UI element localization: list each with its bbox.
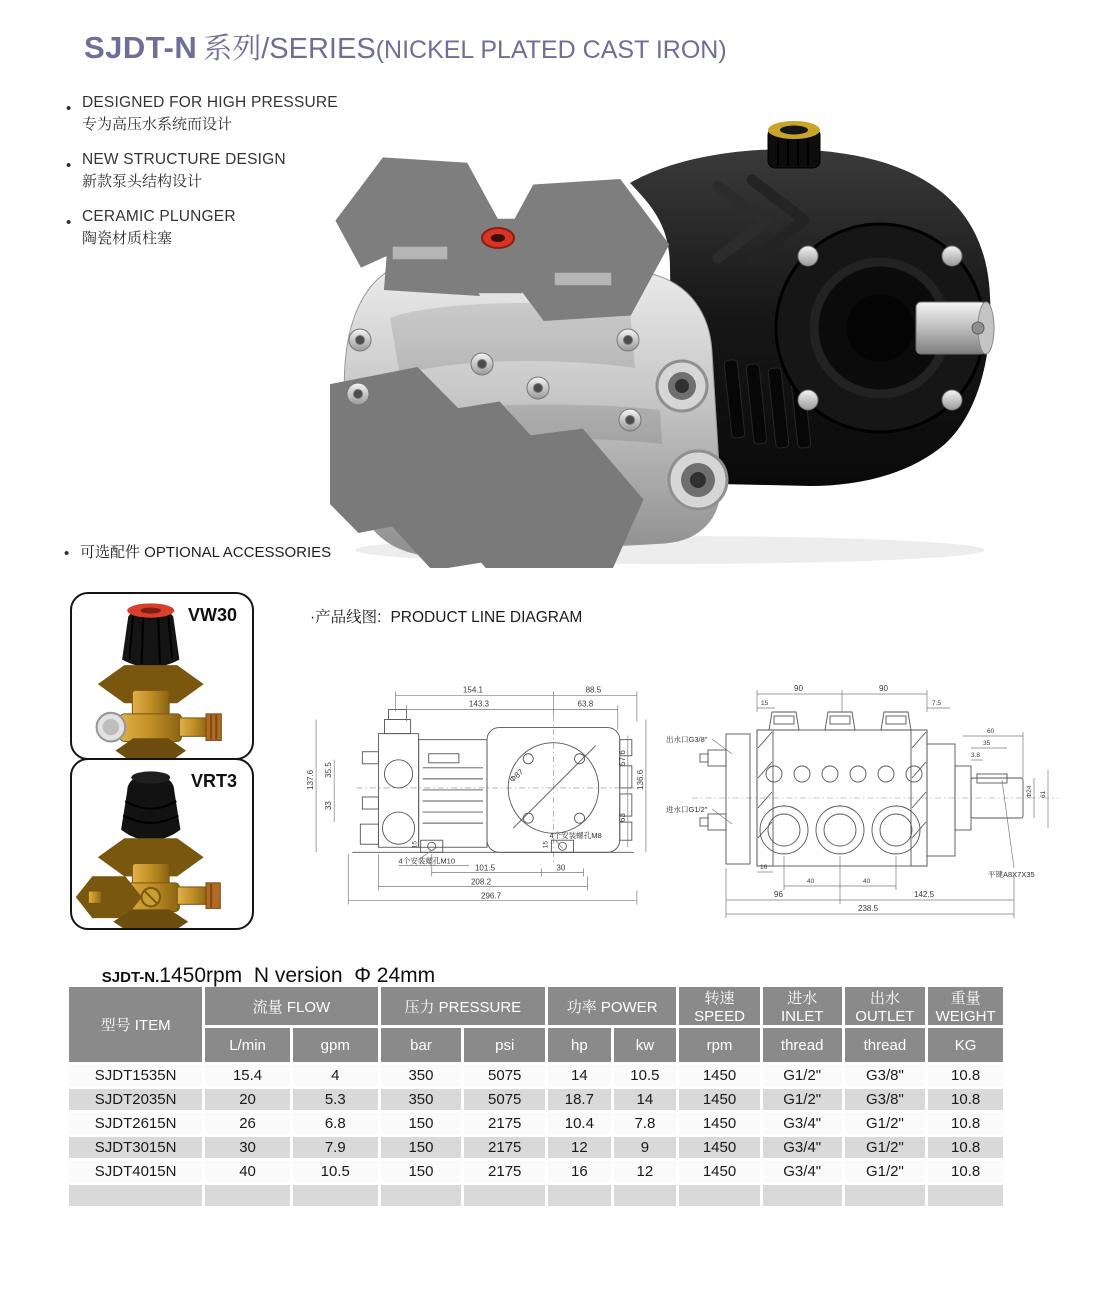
table-row: [69, 1065, 1003, 1086]
col-inlet: 进水 INLET: [763, 987, 842, 1025]
svg-text:30: 30: [556, 863, 566, 873]
cell-gpm: 6.8: [293, 1113, 378, 1134]
svg-text:40: 40: [863, 878, 871, 885]
cell-item: SJDT2035N: [69, 1089, 202, 1110]
svg-text:Φ87: Φ87: [507, 767, 526, 785]
cell-outlet: G1/2": [845, 1161, 926, 1182]
svg-text:35.5: 35.5: [324, 762, 334, 778]
pump-photo-svg: [330, 88, 1010, 568]
header-row-groups: [69, 987, 1003, 1025]
col-speed: 转速 SPEED: [679, 987, 760, 1025]
cell-bar: 350: [381, 1065, 462, 1086]
col-psi: psi: [464, 1028, 545, 1062]
pump-product-photo: [330, 88, 1010, 568]
cell-bar: 150: [381, 1113, 462, 1134]
drive-shaft: [916, 302, 994, 354]
col-hp: hp: [548, 1028, 611, 1062]
cell-kg: 10.8: [928, 1065, 1003, 1086]
col-kw: kw: [614, 1028, 677, 1062]
front-view-diagram: [662, 678, 1066, 924]
svg-text:238.5: 238.5: [858, 904, 879, 913]
cell-hp: 14: [548, 1065, 611, 1086]
product-line-heading: [310, 605, 582, 627]
bottom-hex-plugs: [348, 416, 586, 544]
cell-item: SJDT4015N: [69, 1161, 202, 1182]
cell-outlet: G1/2": [845, 1137, 926, 1158]
cell-gpm: 7.9: [293, 1137, 378, 1158]
feature-en: DESIGNED FOR HIGH PRESSURE: [82, 94, 338, 111]
bullet-icon: •: [66, 100, 72, 117]
cell-lmin: 15.4: [205, 1065, 290, 1086]
svg-text:208.2: 208.2: [470, 877, 492, 887]
col-flow: 流量 FLOW: [205, 987, 377, 1025]
cell-item: SJDT1535N: [69, 1065, 202, 1086]
svg-text:142.5: 142.5: [914, 890, 935, 899]
cell-gpm: 5.3: [293, 1089, 378, 1110]
cell-kg: 10.8: [928, 1089, 1003, 1110]
svg-text:7.5: 7.5: [932, 700, 942, 707]
svg-text:154.1: 154.1: [462, 685, 484, 695]
col-rpm: rpm: [679, 1028, 760, 1062]
front-view-svg: [662, 678, 1066, 924]
spec-title-model: SJDT-N.: [101, 969, 160, 986]
cell-hp: 10.4: [548, 1113, 611, 1134]
cell-lmin: 26: [205, 1113, 290, 1134]
title-series: 系列/SERIES: [203, 33, 376, 65]
front-view-dimensions: [666, 684, 1048, 918]
cell-bar: 150: [381, 1137, 462, 1158]
spec-data-table: [66, 984, 1006, 1209]
svg-text:136.6: 136.6: [635, 769, 645, 790]
svg-text:Φ24: Φ24: [1026, 785, 1033, 798]
cell-kw: 14: [614, 1089, 677, 1110]
table-row: [69, 1089, 1003, 1110]
cell-outlet: G3/8": [845, 1065, 926, 1086]
feature-en: NEW STRUCTURE DESIGN: [82, 151, 286, 168]
cell-inlet: G3/4": [763, 1113, 842, 1134]
table-row: [69, 1113, 1003, 1134]
feature-zh: 专为高压水系统而设计: [82, 116, 233, 133]
svg-text:40: 40: [807, 878, 815, 885]
cell-psi: 2175: [464, 1137, 545, 1158]
svg-text:4个安装螺孔M10: 4个安装螺孔M10: [398, 856, 456, 866]
header-row-units: [69, 1028, 1003, 1062]
col-kg: KG: [928, 1028, 1003, 1062]
accessories-heading-text: 可选配件 OPTIONAL ACCESSORIES: [80, 544, 332, 561]
side-view-dimensions: [306, 685, 646, 904]
cell-lmin: 30: [205, 1137, 290, 1158]
red-port-fitting: [476, 228, 520, 273]
product-line-heading-zh: ·产品线图:: [310, 609, 382, 626]
cell-hp: 12: [548, 1137, 611, 1158]
cell-item: SJDT2615N: [69, 1113, 202, 1134]
table-row: [69, 1137, 1003, 1158]
col-outlet: 出水 OUTLET: [845, 987, 926, 1025]
svg-text:15: 15: [542, 841, 550, 849]
feature-zh: 陶瓷材质柱塞: [82, 230, 173, 247]
spec-table: [66, 984, 1006, 1209]
svg-text:63: 63: [617, 813, 627, 823]
svg-text:15: 15: [761, 700, 769, 707]
svg-text:296.7: 296.7: [481, 891, 502, 901]
col-weight: 重量 WEIGHT: [928, 987, 1003, 1025]
cell-rpm: 1450: [679, 1137, 760, 1158]
svg-text:平键A8X7X35: 平键A8X7X35: [988, 870, 1035, 879]
cell-inlet: G1/2": [763, 1089, 842, 1110]
svg-text:进水口G1/2": 进水口G1/2": [666, 805, 708, 814]
cell-psi: 2175: [464, 1161, 545, 1182]
svg-text:60: 60: [987, 728, 995, 735]
cell-psi: 5075: [464, 1089, 545, 1110]
svg-text:96: 96: [774, 890, 783, 899]
cell-rpm: 1450: [679, 1113, 760, 1134]
bullet-icon: •: [66, 214, 72, 231]
table-row-empty: [69, 1185, 1003, 1206]
title-material: (NICKEL PLATED CAST IRON): [375, 36, 727, 64]
accessory-label-vrt3: VRT3: [190, 771, 237, 791]
svg-text:90: 90: [879, 684, 888, 693]
cell-bar: 350: [381, 1089, 462, 1110]
cell-rpm: 1450: [679, 1089, 760, 1110]
page-title: [84, 26, 727, 67]
col-lmin: L/min: [205, 1028, 290, 1062]
cell-item: SJDT3015N: [69, 1137, 202, 1158]
svg-text:4个安装螺孔M8: 4个安装螺孔M8: [549, 831, 602, 841]
col-pressure: 压力 PRESSURE: [381, 987, 545, 1025]
accessory-card-vw30: [70, 592, 254, 760]
svg-text:88.5: 88.5: [585, 685, 602, 695]
cell-gpm: 4: [293, 1065, 378, 1086]
cell-hp: 18.7: [548, 1089, 611, 1110]
cell-inlet: G3/4": [763, 1137, 842, 1158]
cell-gpm: 10.5: [293, 1161, 378, 1182]
cell-rpm: 1450: [679, 1161, 760, 1182]
cell-psi: 5075: [464, 1065, 545, 1086]
col-outlet-thread: thread: [845, 1028, 926, 1062]
accessories-heading: [64, 541, 331, 562]
title-model: SJDT-N: [84, 30, 198, 65]
cell-psi: 2175: [464, 1113, 545, 1134]
accessory-card-vrt3: [70, 758, 254, 930]
side-view-diagram: [300, 680, 662, 922]
cell-rpm: 1450: [679, 1065, 760, 1086]
accessory-label-vw30: VW30: [187, 605, 237, 625]
cell-hp: 16: [548, 1161, 611, 1182]
cell-kw: 9: [614, 1137, 677, 1158]
cell-kg: 10.8: [928, 1137, 1003, 1158]
cell-kw: 7.8: [614, 1113, 677, 1134]
front-view-outline: [700, 712, 1023, 866]
cell-outlet: G1/2": [845, 1113, 926, 1134]
cell-kw: 10.5: [614, 1065, 677, 1086]
col-inlet-thread: thread: [763, 1028, 842, 1062]
svg-text:143.3: 143.3: [468, 699, 490, 709]
svg-text:101.5: 101.5: [474, 863, 496, 873]
feature-en: CERAMIC PLUNGER: [82, 208, 236, 225]
svg-text:16: 16: [760, 864, 768, 871]
svg-text:90: 90: [794, 684, 803, 693]
col-gpm: gpm: [293, 1028, 378, 1062]
svg-text:35: 35: [983, 740, 991, 747]
svg-text:出水口G3/8": 出水口G3/8": [666, 735, 708, 744]
bullet-icon: •: [66, 157, 72, 174]
col-item: 型号 ITEM: [69, 987, 202, 1062]
cell-kw: 12: [614, 1161, 677, 1182]
svg-text:137.6: 137.6: [306, 769, 316, 790]
svg-text:63.8: 63.8: [577, 699, 594, 709]
cell-bar: 150: [381, 1161, 462, 1182]
cell-kg: 10.8: [928, 1161, 1003, 1182]
product-line-heading-en: PRODUCT LINE DIAGRAM: [390, 609, 583, 626]
cell-kg: 10.8: [928, 1113, 1003, 1134]
svg-text:3.8: 3.8: [971, 752, 981, 759]
cell-lmin: 40: [205, 1161, 290, 1182]
svg-text:33: 33: [324, 801, 334, 811]
cell-lmin: 20: [205, 1089, 290, 1110]
svg-text:61: 61: [1040, 790, 1047, 798]
svg-text:57.6: 57.6: [617, 750, 627, 766]
col-bar: bar: [381, 1028, 462, 1062]
oil-cap: [768, 121, 820, 168]
col-power: 功率 POWER: [548, 987, 676, 1025]
cell-inlet: G3/4": [763, 1161, 842, 1182]
cell-outlet: G3/8": [845, 1089, 926, 1110]
cell-inlet: G1/2": [763, 1065, 842, 1086]
feature-zh: 新款泵头结构设计: [82, 173, 203, 190]
bullet-icon: •: [64, 545, 70, 562]
side-view-svg: [300, 680, 662, 922]
spec-title-detail: 1450rpm N version Φ 24mm: [159, 964, 436, 987]
svg-text:15: 15: [411, 841, 419, 849]
table-row: [69, 1161, 1003, 1182]
